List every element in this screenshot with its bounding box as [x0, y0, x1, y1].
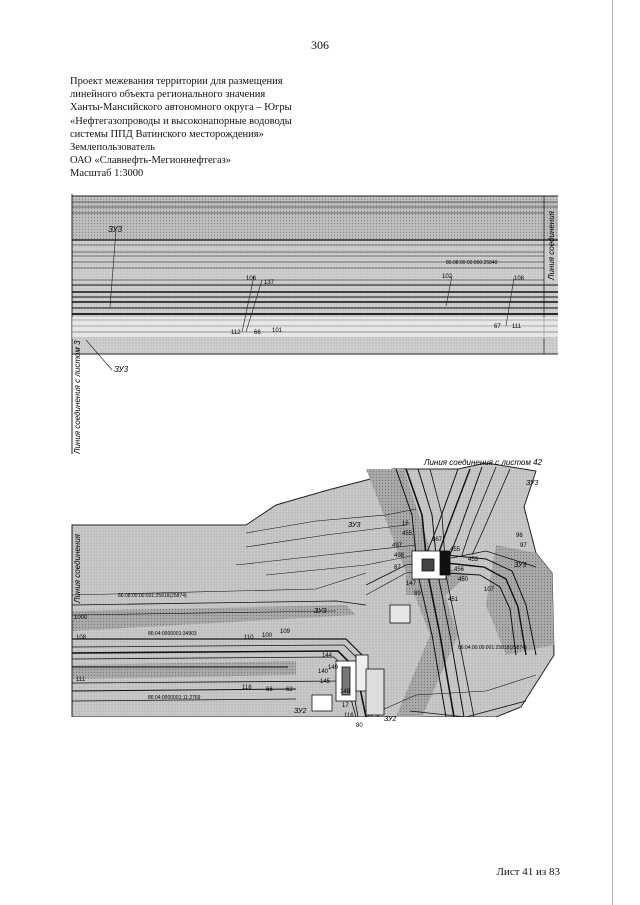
zone-label: ЗУ3 — [114, 365, 129, 374]
point-label: 145 — [320, 679, 331, 685]
zone-label: ЗУ3 — [108, 225, 123, 234]
match-line-label: Линия соединения — [73, 534, 82, 603]
point-label: 109 — [280, 629, 291, 635]
point-label: 108 — [514, 276, 525, 282]
point-label: 111 — [76, 677, 86, 683]
point-label: 455 — [402, 531, 413, 537]
match-line-label: Линия соединения с листом 3 — [73, 340, 82, 454]
point-label: 137 — [264, 280, 275, 286]
point-label: 140 — [318, 669, 329, 675]
point-label: 456 — [454, 567, 465, 573]
match-line-label: Линия соединения — [547, 211, 556, 280]
territory-fill — [72, 463, 554, 717]
point-label: 17 — [342, 703, 349, 709]
header-line: линейного объекта регионального значения — [70, 89, 266, 101]
header-line: Ханты-Мансийского автономного округа – Югры — [70, 102, 292, 114]
point-label: 96 — [516, 533, 523, 539]
point-label: 80 — [356, 723, 363, 729]
point-label: 97 — [520, 543, 527, 549]
map-value: 1000 — [74, 615, 88, 621]
header-line: Масштаб 1:3000 — [70, 168, 144, 180]
point-label: 149 — [328, 665, 339, 671]
point-label: 118 — [242, 685, 252, 691]
point-label: 67 — [494, 324, 501, 330]
zone-label: ЗУ3 — [514, 562, 527, 569]
header-line: ОАО «Славнефть-Мегионнефтегаз» — [70, 155, 232, 167]
point-label: 107 — [484, 587, 495, 593]
point-label: 148 — [340, 689, 351, 695]
zone-label: ЗУ3 — [348, 522, 361, 529]
point-label: 112 — [231, 330, 241, 336]
zone-label: ЗУ3 — [314, 608, 327, 615]
point-label: 497 — [392, 543, 403, 549]
point-label: 87 — [394, 565, 401, 571]
document-header — [70, 75, 292, 181]
point-label: 144 — [322, 653, 333, 659]
point-label: 455 — [450, 547, 461, 553]
point-label: 89 — [414, 591, 421, 597]
point-label: 116 — [344, 713, 354, 719]
header-line: Землепользователь — [70, 142, 156, 154]
cadastral-number: 86:04:0000001:11:2769 — [148, 695, 201, 701]
map-fragment-bottom — [66, 455, 560, 775]
point-label: 100 — [262, 633, 273, 639]
point-label: 101 — [272, 328, 283, 334]
zone-label: ЗУ2 — [384, 716, 397, 723]
cadastral-number: 86:08:00:00:001:25818(25874) — [118, 593, 187, 599]
map-fragment-top — [66, 192, 560, 454]
cadastral-number: 86:04:0000001:34903 — [148, 631, 197, 637]
zone-label: ЗУ3 — [526, 480, 539, 487]
point-label: 450 — [458, 577, 469, 583]
point-label: 498 — [394, 553, 405, 559]
point-label: 111 — [512, 324, 522, 330]
cadastral-number: 86:08:00:00:000:25840 — [446, 260, 498, 266]
point-label: 62 — [286, 687, 293, 693]
point-label: 453 — [468, 557, 479, 563]
point-label: 167 — [432, 537, 443, 543]
point-label: 147 — [406, 581, 417, 587]
sheet-number: Лист 41 из 83 — [496, 866, 560, 878]
cadastral-number: 86:04:00:00:001:25818(25874) — [458, 645, 527, 651]
point-label: 102 — [442, 274, 453, 280]
scan-edge — [612, 0, 613, 905]
match-line-label: Линия соединения с листом 42 — [424, 458, 542, 467]
point-label: 108 — [76, 635, 87, 641]
header-line: системы ППД Ватинского месторождения» — [70, 128, 264, 140]
point-label: 106 — [246, 276, 257, 282]
point-label: 16 — [402, 521, 409, 527]
zone-label: ЗУ2 — [294, 708, 307, 715]
point-label: 451 — [448, 597, 459, 603]
point-label: 66 — [266, 687, 273, 693]
header-line: Проект межевания территории для размещения — [70, 76, 283, 87]
page-number: 306 — [311, 38, 329, 52]
point-label: 110 — [244, 635, 254, 641]
point-label: 66 — [254, 330, 261, 336]
header-line: «Нефтегазопроводы и высоконапорные водоводы — [70, 115, 292, 127]
